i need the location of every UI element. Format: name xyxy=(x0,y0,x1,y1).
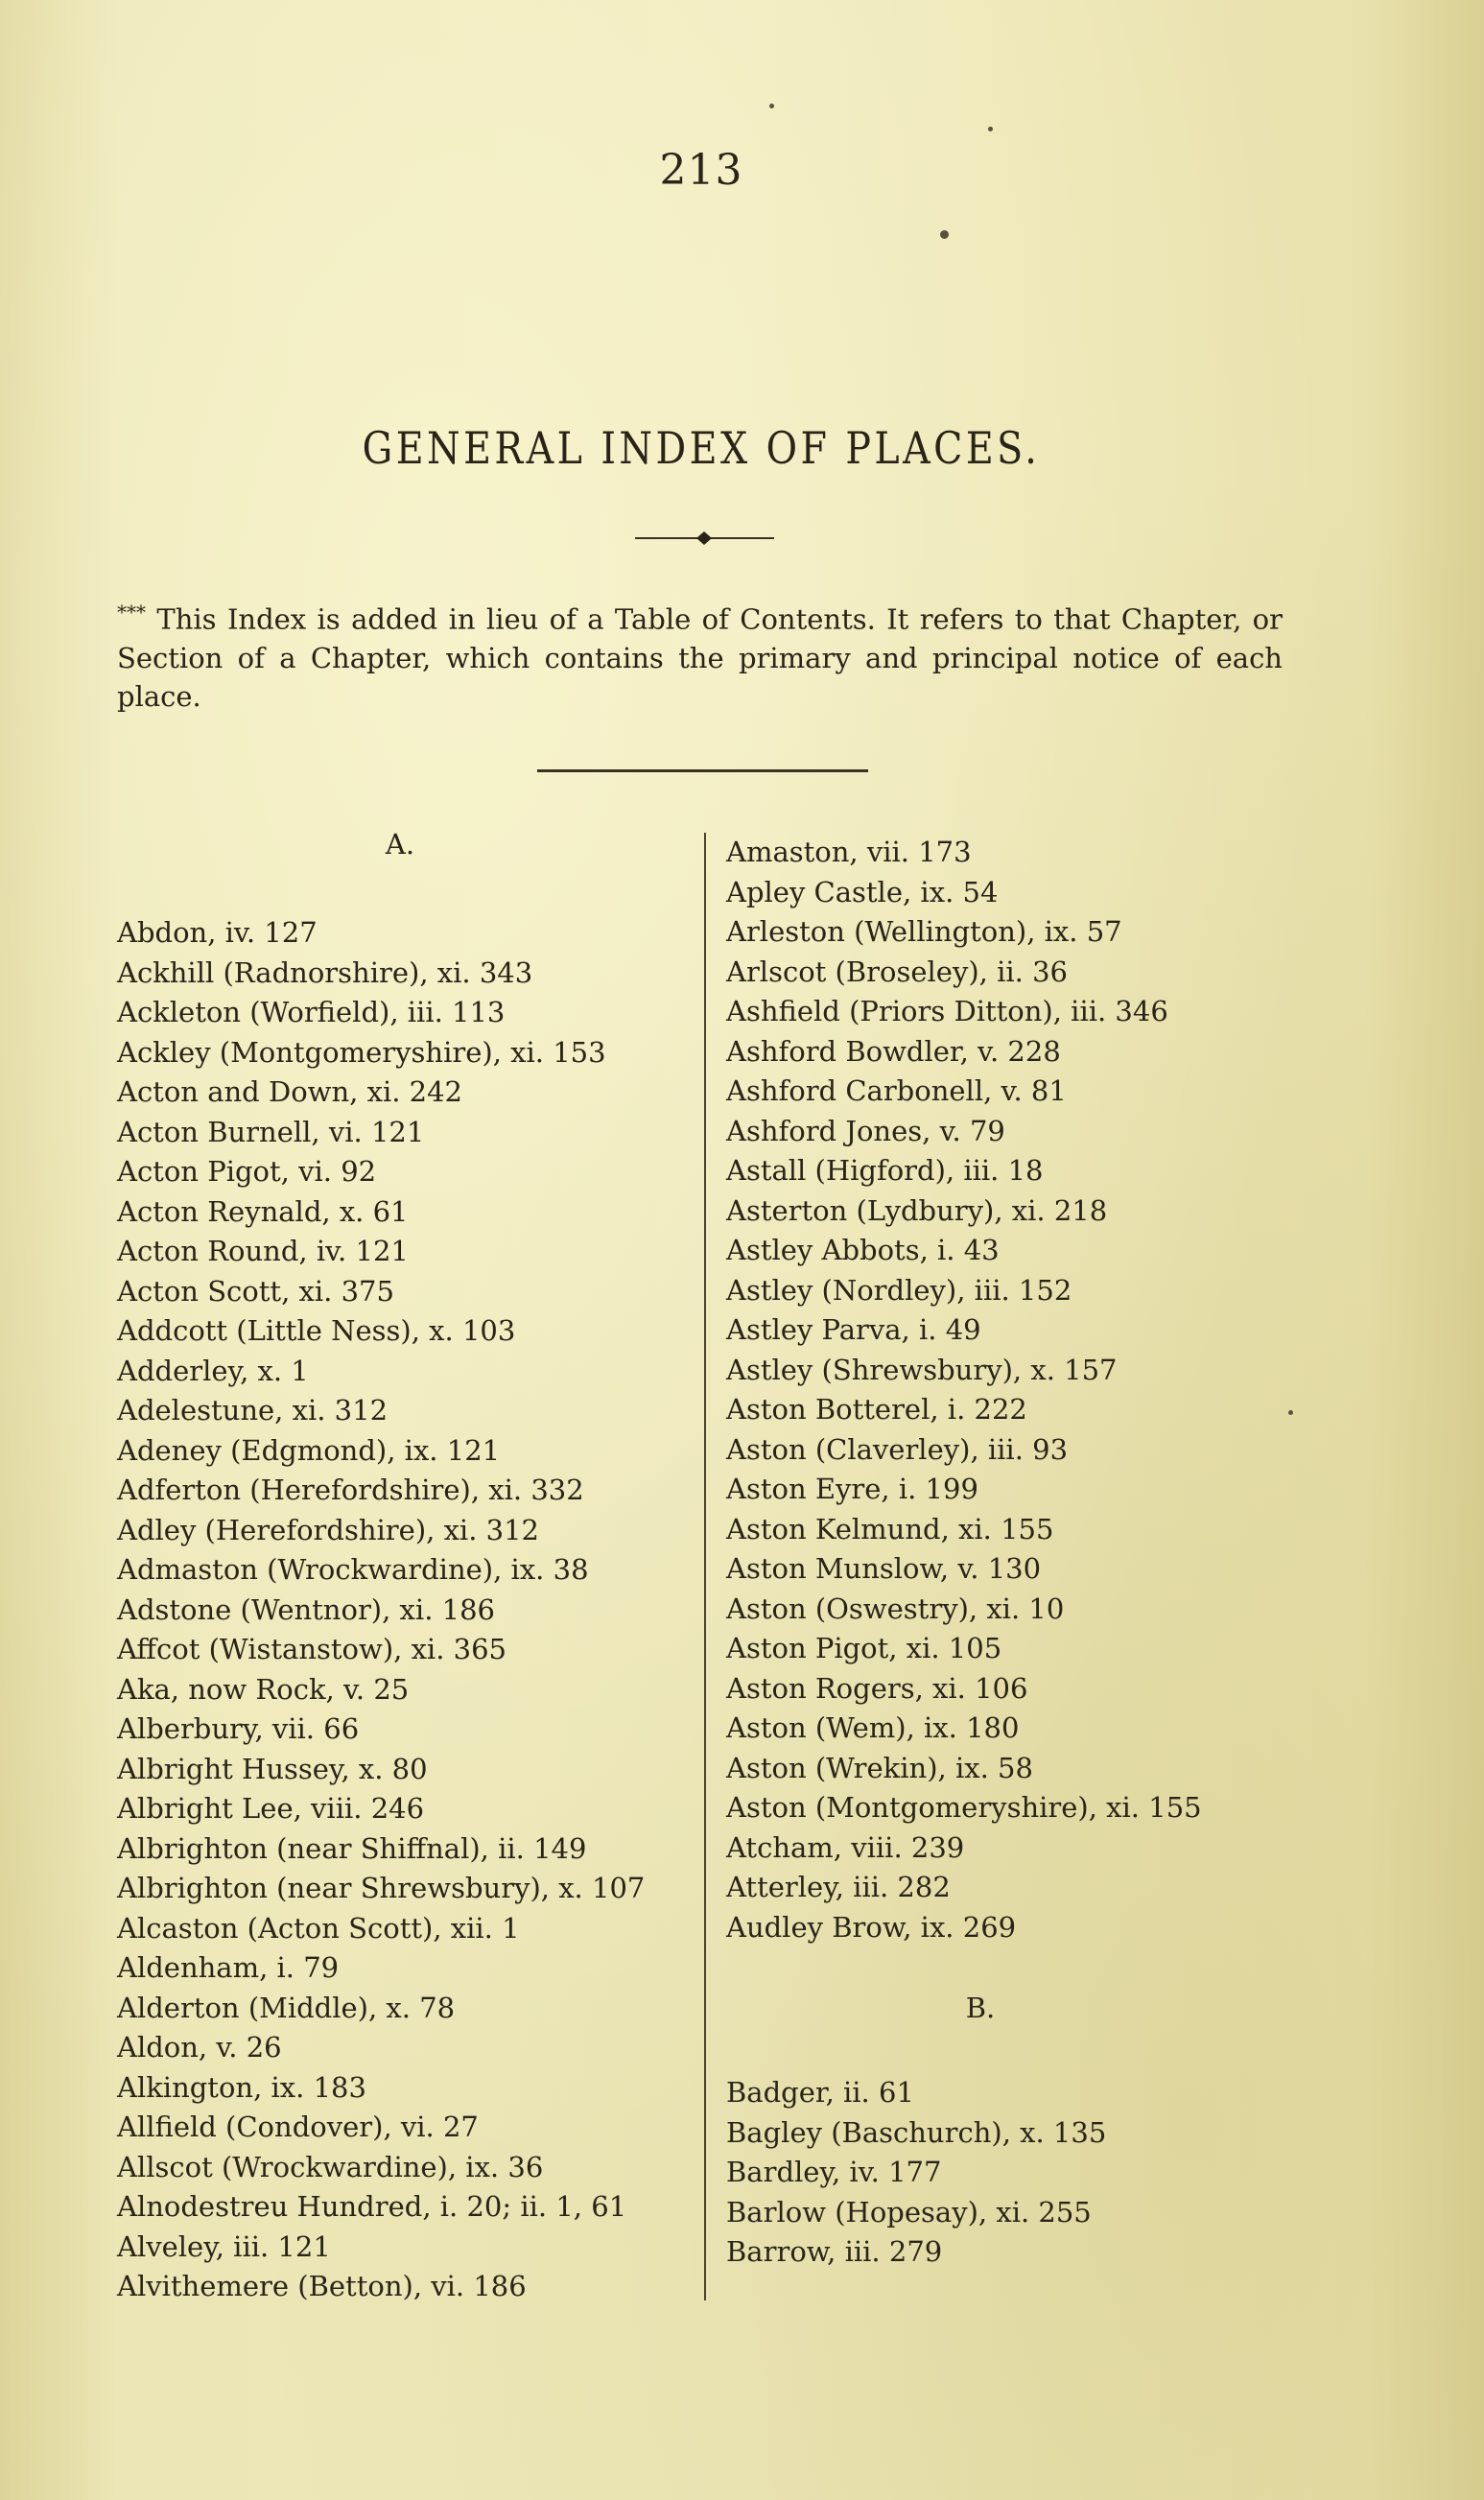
index-entry: Alkington, ix. 183 xyxy=(117,2070,366,2104)
ink-speck xyxy=(940,230,949,239)
index-entry: Atcham, viii. 239 xyxy=(726,1830,965,1864)
index-entry: Astley Parva, i. 49 xyxy=(726,1313,981,1346)
index-entry: Astley Abbots, i. 43 xyxy=(726,1234,1000,1266)
index-entry: Aka, now Rock, v. 25 xyxy=(117,1672,410,1706)
index-entry: Adstone (Wentnor), xi. 186 xyxy=(117,1592,495,1626)
page-title: GENERAL INDEX OF PLACES. xyxy=(362,422,1041,474)
index-entry: Aston (Wrekin), ix. 58 xyxy=(726,1751,1033,1784)
index-entry: Abdon, iv. 127 xyxy=(117,916,318,949)
index-entry: Arlscot (Broseley), ii. 36 xyxy=(726,955,1068,988)
index-entry: Acton Burnell, vi. 121 xyxy=(117,1115,425,1148)
index-entry: Acton Pigot, vi. 92 xyxy=(117,1155,377,1188)
index-entry: Aston (Oswestry), xi. 10 xyxy=(726,1592,1065,1625)
index-entry: Adelestune, xi. 312 xyxy=(117,1394,389,1427)
index-entry: Aston Kelmund, xi. 155 xyxy=(726,1512,1054,1545)
index-entry: Bardley, iv. 177 xyxy=(726,2156,942,2188)
index-entry: Aston Pigot, xi. 105 xyxy=(726,1632,1002,1664)
index-entry: Asterton (Lydbury), xi. 218 xyxy=(726,1193,1108,1227)
index-entry: Aston (Montgomeryshire), xi. 155 xyxy=(726,1791,1202,1824)
ink-speck xyxy=(988,127,993,131)
index-entry: Ackhill (Radnorshire), xi. 343 xyxy=(117,955,533,989)
index-column-left xyxy=(117,825,693,2307)
entry-list-a-right xyxy=(726,833,1340,1947)
index-entry: Astall (Higford), iii. 18 xyxy=(726,1154,1044,1187)
index-entry: Alnodestreu Hundred, i. 20; ii. 1, 61 xyxy=(117,2190,627,2223)
index-entry: Aston (Claverley), iii. 93 xyxy=(726,1432,1069,1466)
index-entry: Aldon, v. 26 xyxy=(117,2031,282,2064)
index-entry: Barlow (Hopesay), xi. 255 xyxy=(726,2195,1092,2229)
section-heading-a: A. xyxy=(385,828,415,861)
index-entry: Aldenham, i. 79 xyxy=(117,1951,340,1984)
index-entry: Badger, ii. 61 xyxy=(726,2076,914,2109)
index-entry: Aston Rogers, xi. 106 xyxy=(726,1671,1028,1705)
index-entry: Barrow, iii. 279 xyxy=(726,2235,943,2268)
page-number: 213 xyxy=(659,146,743,195)
index-entry: Adferton (Herefordshire), xi. 332 xyxy=(117,1474,584,1506)
index-entry: Albrighton (near Shrewsbury), x. 107 xyxy=(117,1872,646,1904)
index-entry: Aston Munslow, v. 130 xyxy=(726,1552,1042,1585)
index-entry: Adderley, x. 1 xyxy=(117,1354,309,1387)
index-entry: Alveley, iii. 121 xyxy=(117,2229,331,2263)
index-note: *** This Index is added in lieu of a Table of Contents. It refers to that Chapter, or Section of a Chapter, which contains the primary and principal notice of each place. xyxy=(117,601,1284,713)
index-entry: Addcott (Little Ness), x. 103 xyxy=(117,1314,516,1347)
index-entry: Amaston, vii. 173 xyxy=(726,836,972,868)
index-entry: Albright Lee, viii. 246 xyxy=(117,1792,425,1825)
index-entry: Bagley (Baschurch), x. 135 xyxy=(726,2115,1107,2149)
index-entry: Allscot (Wrockwardine), ix. 36 xyxy=(117,2150,544,2183)
index-entry: Acton and Down, xi. 242 xyxy=(117,1075,463,1108)
index-column-right xyxy=(726,833,1340,2273)
entry-list-a-left xyxy=(117,913,693,2307)
index-entry: Apley Castle, ix. 54 xyxy=(726,875,999,908)
index-entry: Adeney (Edgmond), ix. 121 xyxy=(117,1433,501,1467)
index-entry: Ackleton (Worfield), iii. 113 xyxy=(117,996,506,1028)
asterism-marker: * xyxy=(117,601,127,624)
index-entry: Alberbury, vii. 66 xyxy=(117,1712,360,1745)
index-entry: Ashford Carbonell, v. 81 xyxy=(726,1074,1067,1107)
index-entry: Allfield (Condover), vi. 27 xyxy=(117,2111,479,2143)
index-entry: Adley (Herefordshire), xi. 312 xyxy=(117,1513,539,1546)
index-entry: Albright Hussey, x. 80 xyxy=(117,1752,428,1785)
index-entry: Acton Round, iv. 121 xyxy=(117,1235,409,1267)
ink-speck xyxy=(769,104,774,108)
index-entry: Aston Botterel, i. 222 xyxy=(726,1393,1027,1426)
index-entry: Admaston (Wrockwardine), ix. 38 xyxy=(117,1553,589,1586)
title-ornament xyxy=(635,531,774,546)
index-entry: Ashford Bowdler, v. 228 xyxy=(726,1034,1061,1068)
index-entry: Audley Brow, ix. 269 xyxy=(726,1910,1017,1944)
index-entry: Alderton (Middle), x. 78 xyxy=(117,1991,456,2024)
index-entry: Acton Scott, xi. 375 xyxy=(117,1274,394,1308)
index-entry: Ackley (Montgomeryshire), xi. 153 xyxy=(117,1035,606,1069)
column-divider xyxy=(704,833,706,2300)
index-entry: Ashford Jones, v. 79 xyxy=(726,1114,1005,1147)
index-entry: Aston Eyre, i. 199 xyxy=(726,1473,978,1505)
index-entry: Alcaston (Acton Scott), xii. 1 xyxy=(117,1911,520,1945)
index-entry: Alvithemere (Betton), vi. 186 xyxy=(117,2270,527,2302)
index-entry: Atterley, iii. 282 xyxy=(726,1871,951,1903)
index-entry: Astley (Nordley), iii. 152 xyxy=(726,1273,1072,1307)
section-rule xyxy=(537,769,868,772)
index-entry: Aston (Wem), ix. 180 xyxy=(726,1711,1020,1744)
index-note-text: This Index is added in lieu of a Table of Contents. It refers to that Chapter, or Section of a Chapter, which contains the primary and principal notice of each place. xyxy=(117,602,1284,713)
index-entry: Acton Reynald, x. 61 xyxy=(117,1194,409,1228)
section-heading-b: B. xyxy=(965,1992,996,2024)
index-entry: Albrighton (near Shiffnal), ii. 149 xyxy=(117,1831,587,1865)
entry-list-b xyxy=(726,2073,1340,2273)
index-entry: Astley (Shrewsbury), x. 157 xyxy=(726,1353,1118,1386)
index-entry: Affcot (Wistanstow), xi. 365 xyxy=(117,1633,506,1665)
index-entry: Ashfield (Priors Ditton), iii. 346 xyxy=(726,995,1168,1027)
ink-speck xyxy=(1288,1410,1293,1415)
index-entry: Arleston (Wellington), ix. 57 xyxy=(726,915,1122,948)
